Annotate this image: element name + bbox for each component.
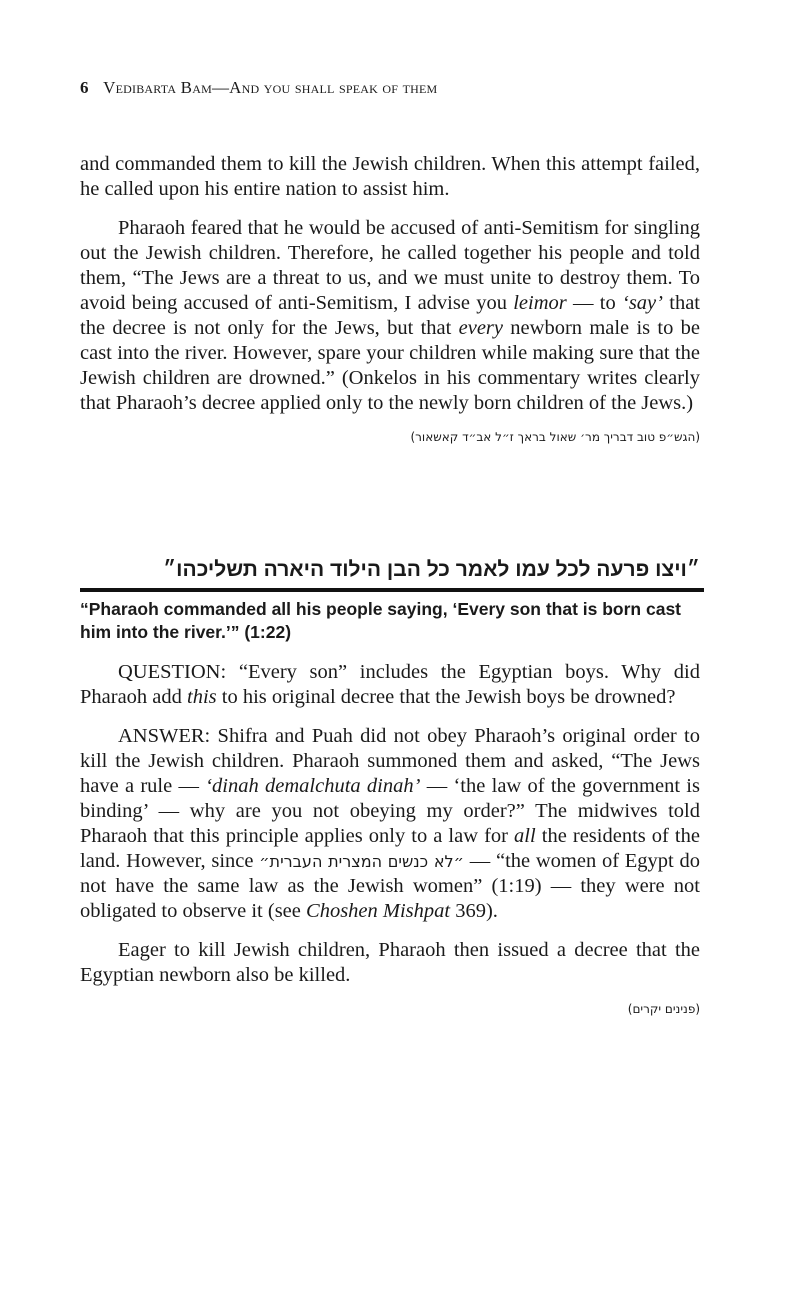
question-paragraph (80, 660, 700, 710)
running-head (80, 78, 437, 98)
italic-term: ‘dinah demalchuta dinah’ (205, 775, 421, 797)
italic-term: every (458, 317, 503, 339)
verse-translation: “Pharaoh commanded all his people saying, ‘Every son that is born cast him into the river.’” (1:22) (80, 599, 681, 642)
text-run: 369). (450, 900, 498, 922)
section-1 (80, 152, 700, 444)
text-run: ANSWER: Shifra and Puah did not obey Pharaoh’s original order to kill the Jewish children. Pharaoh summoned them and asked, “The Jews have a rule — (80, 725, 700, 797)
italic-term: Choshen Mishpat (306, 900, 451, 922)
text-run: Pharaoh feared that he would be accused of anti-Semitism for singling out the Jewish children. Therefore, he called together his people and told them, “The Jews are a threat to us, and we must unite to destroy them. To avoid being accused of anti-Semitism, I advise you (80, 217, 700, 314)
source-citation: (פנינים יקרים) (627, 1002, 700, 1016)
italic-term: ‘say’ (622, 292, 663, 314)
heading-divider (80, 588, 704, 592)
italic-term: all (514, 825, 536, 847)
hebrew-quote: ״לא כנשים המצרית העברית״ (259, 852, 464, 871)
text-run: QUESTION: “Every son” includes the Egyptian boys. Why did Pharaoh add (80, 661, 700, 708)
text-run: newborn male is to be cast into the river. However, spare your children while making sure that the Jewish children are drowned.” (Onkelos in his commentary writes clearly that Pharaoh’s decree applied only to the newly born children of the Jews.) (80, 317, 700, 414)
text-run: that the decree is not only for the Jews, but that (80, 292, 700, 339)
section-2 (80, 660, 700, 1016)
page-number: 6 (80, 78, 89, 97)
italic-term: leimor (513, 292, 567, 314)
text-run: — to (566, 292, 622, 314)
text-run: — ‘the law of the government is binding’ — why are you not obeying my order?” The midwives told Pharaoh that this principle applies only to a law for (80, 775, 700, 847)
italic-term: this (187, 686, 217, 708)
text-run: to his original decree that the Jewish boys be drowned? (216, 686, 676, 708)
conclusion-paragraph: Eager to kill Jewish children, Pharaoh then issued a decree that the Egyptian newborn also be killed. (80, 939, 700, 986)
text-run: the residents of the land. However, since (80, 825, 700, 872)
source-citation: (הגש״פ טוב דבריך מר׳ שאול בראך ז״ל אב״ד קאשאור) (410, 430, 700, 444)
paragraph-pharaoh-feared (80, 216, 700, 416)
text-run: — “the women of Egypt do not have the same law as the Jewish women” (1:19) — they were not obligated to observe it (see (80, 850, 700, 922)
answer-paragraph (80, 724, 700, 924)
book-title: Vedibarta Bam—And you shall speak of them (103, 78, 438, 97)
hebrew-verse-heading: ״ויצו פרעה לכל עמו לאמר כל הבן הילוד היארה תשליכהו״ (163, 558, 700, 581)
paragraph-continuation: and commanded them to kill the Jewish children. When this attempt failed, he called upon his entire nation to assist him. (80, 153, 700, 200)
